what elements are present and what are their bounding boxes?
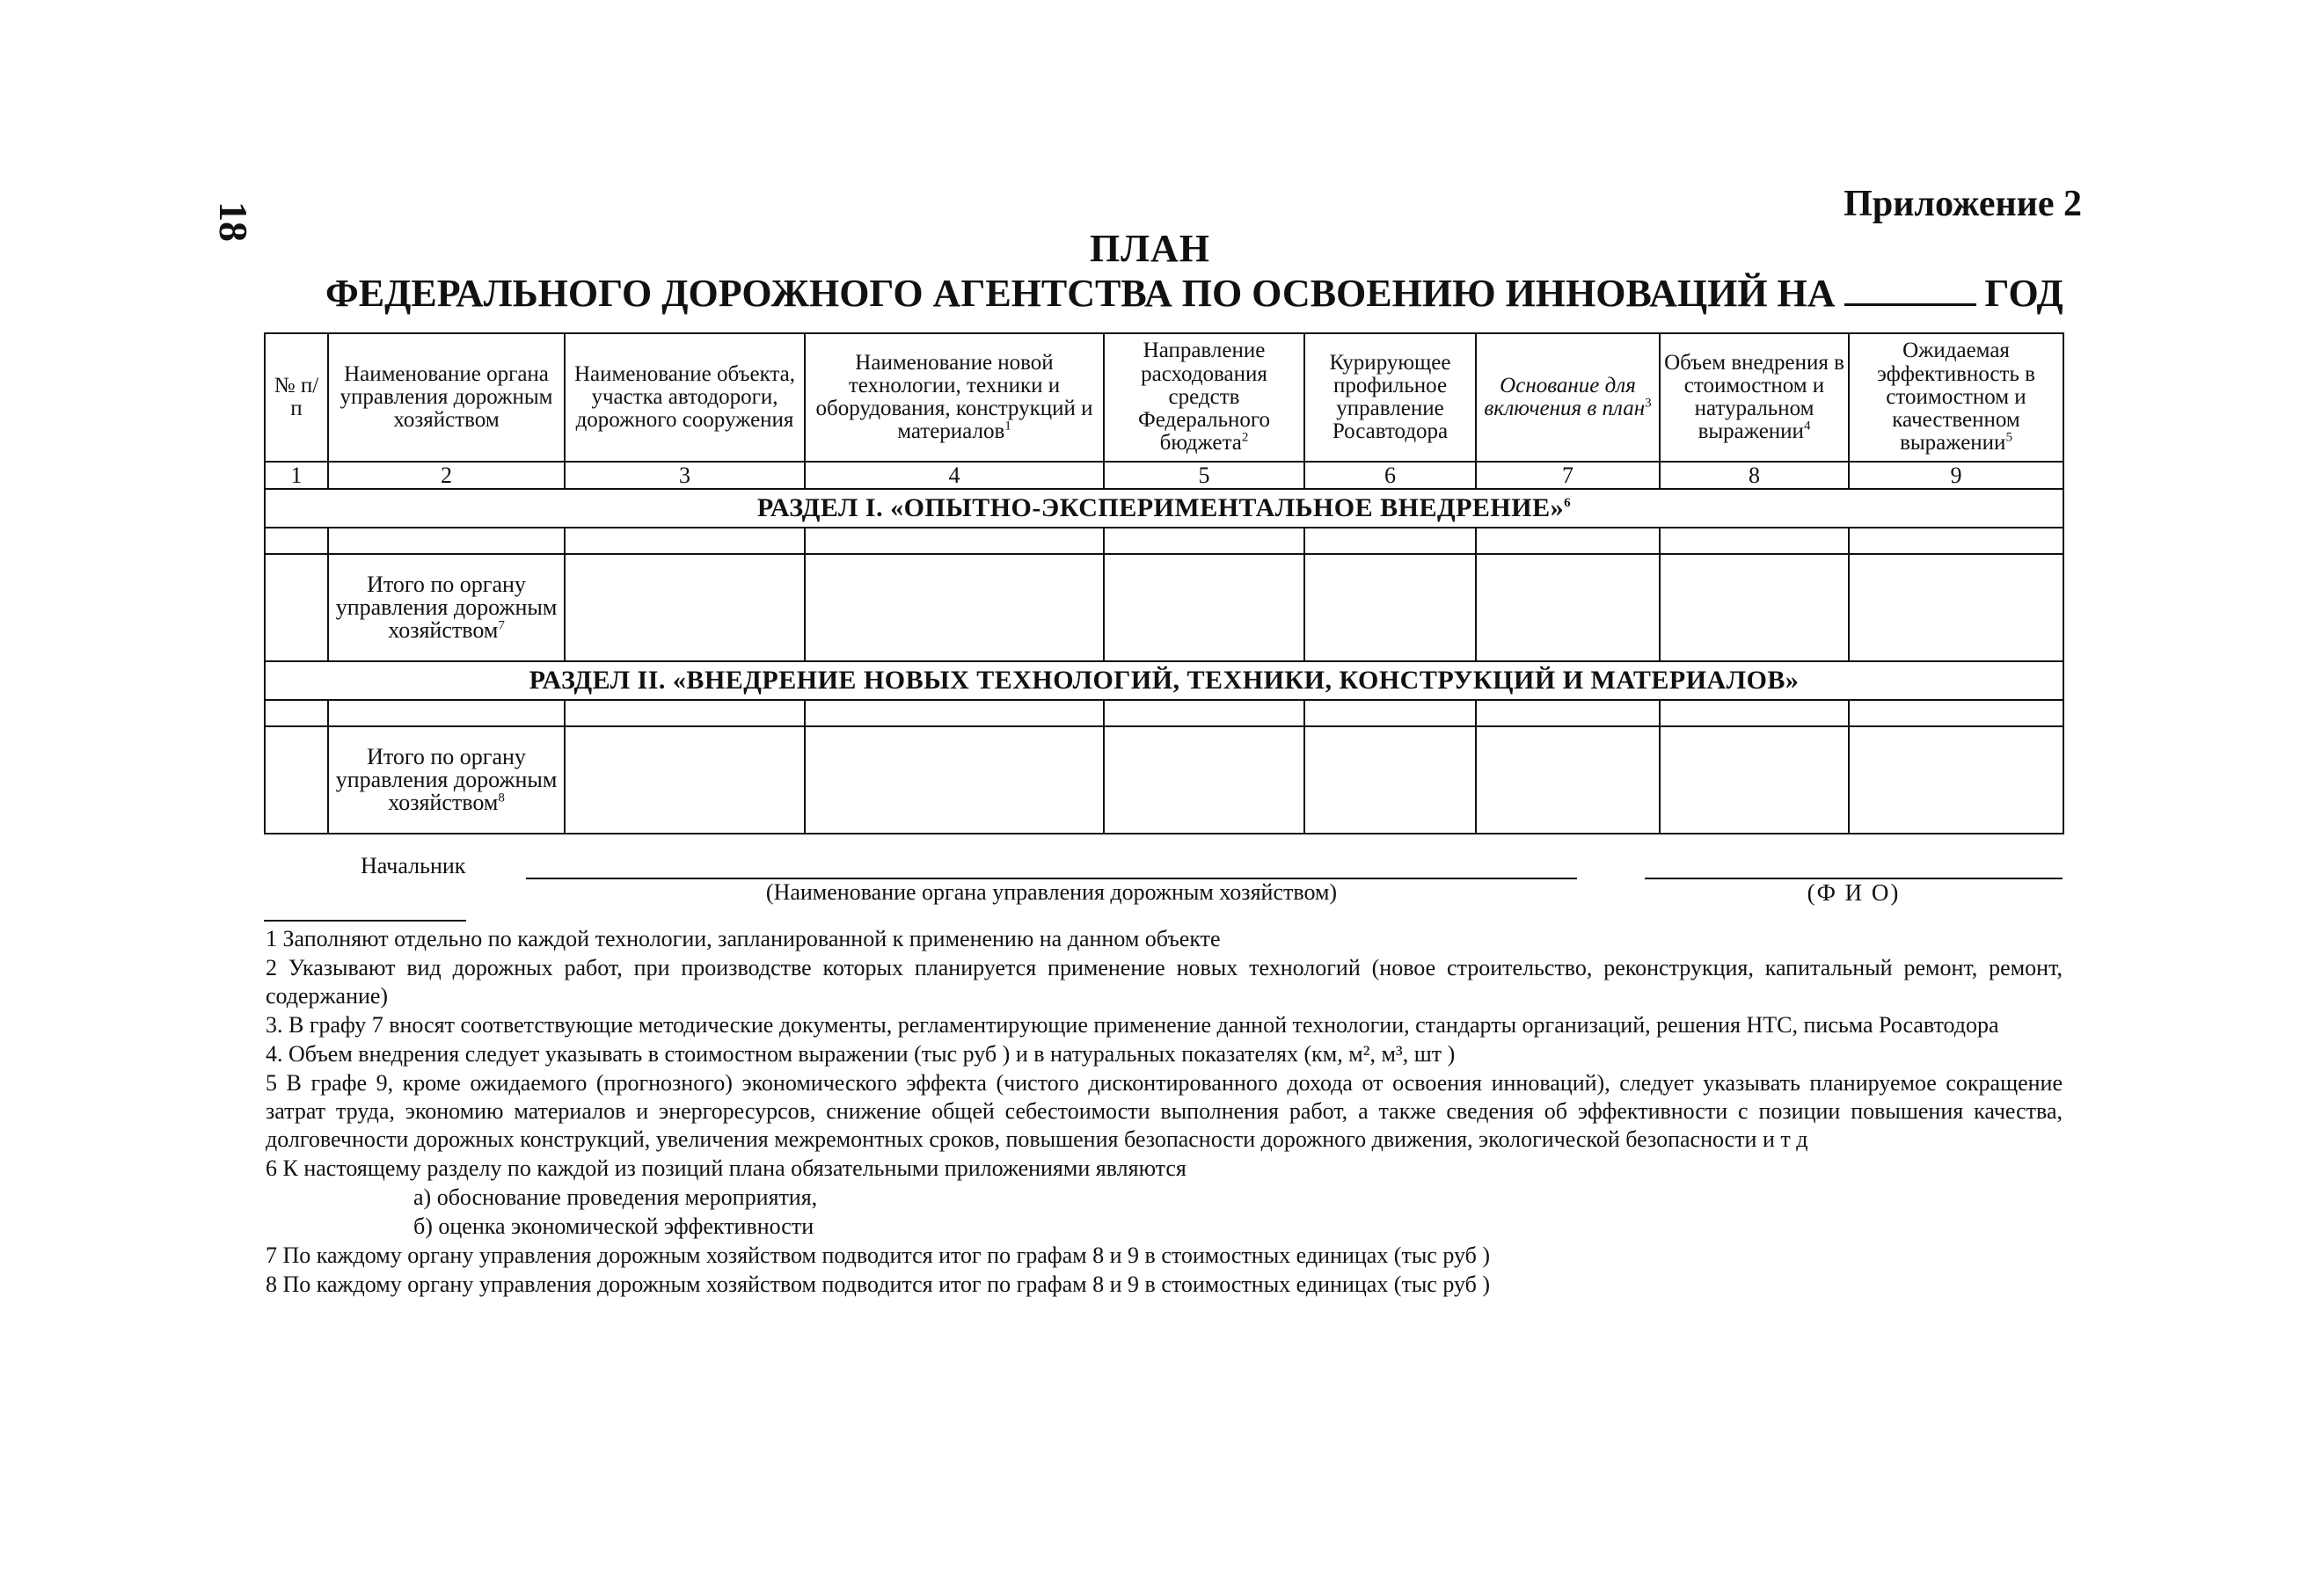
appendix-label: Приложение 2 bbox=[1844, 184, 2082, 224]
table-cell bbox=[1104, 554, 1304, 661]
table-cell bbox=[565, 554, 805, 661]
header-cell-9: Ожидаемая эффективность в стоимостном и качественном выражении$^5$ bbox=[1849, 333, 2063, 462]
column-number: 5 bbox=[1104, 462, 1304, 489]
footnote: 4. Объем внедрения следует указывать в стоимостном выражении (тыс руб ) и в натуральных показателях (км, м², м³, шт ) bbox=[266, 1041, 1456, 1067]
table-cell bbox=[1849, 528, 2063, 554]
header-cell-6: Курирующее профильное управление Росавтодора bbox=[1304, 333, 1476, 462]
table-cell bbox=[1104, 528, 1304, 554]
table-cell bbox=[1304, 528, 1476, 554]
header-cell-5: Направление расходования средств Федерального бюджета$^2$ bbox=[1104, 333, 1304, 462]
table-cell bbox=[1104, 700, 1304, 726]
table-cell bbox=[1660, 726, 1849, 834]
footnote-subitem: а) обоснование проведения мероприятия, bbox=[413, 1184, 818, 1210]
table-cell bbox=[805, 700, 1104, 726]
table-cell bbox=[565, 726, 805, 834]
page-number: 18 bbox=[211, 201, 256, 242]
table-cell bbox=[1660, 700, 1849, 726]
table-cell bbox=[1304, 554, 1476, 661]
table-cell bbox=[328, 700, 565, 726]
column-number: 8 bbox=[1660, 462, 1849, 489]
plan-table bbox=[264, 332, 2064, 834]
header-cell-3: Наименование объекта, участка автодороги, дорожного сооружения bbox=[565, 333, 805, 462]
footnote: 6 К настоящему разделу по каждой из позиций плана обязательными приложениями являются bbox=[266, 1155, 1187, 1181]
fio-caption: (Ф И О) bbox=[1807, 879, 1901, 906]
table-cell bbox=[1849, 554, 2063, 661]
column-number: 4 bbox=[805, 462, 1104, 489]
column-number-row bbox=[265, 462, 2063, 489]
total-label-1: Итого по органу управления дорожным хозяйством$^7$ bbox=[328, 554, 565, 661]
total-row-1 bbox=[265, 554, 2063, 661]
section-2-title: РАЗДЕЛ II. «ВНЕДРЕНИЕ НОВЫХ ТЕХНОЛОГИЙ, ТЕХНИКИ, КОНСТРУКЦИЙ И МАТЕРИАЛОВ» bbox=[265, 661, 2063, 700]
table-cell bbox=[1476, 554, 1660, 661]
table-cell bbox=[1660, 554, 1849, 661]
footnote: 7 По каждому органу управления дорожным хозяйством подводится итог по графам 8 и 9 в стоимостных единицах (тыс руб ) bbox=[266, 1243, 1491, 1268]
table-cell bbox=[1476, 726, 1660, 834]
table-cell bbox=[565, 528, 805, 554]
footnote: 5 В графе 9, кроме ожидаемого (прогнозного) экономического эффекта (чистого дисконтированного дохода от освоения инноваций), следует указывать планируемое сокращение затрат труда, экономию материалов и энергоресурсов, снижение общей себестоимости выполнения работ, а также сведения об эффективности с позиции повышения качества, долговечности дорожных конструкций, увеличения межремонтных сроков, повышения безопасности дорожного движения, экологической безопасности и т д bbox=[266, 1070, 2063, 1152]
table-cell bbox=[1849, 726, 2063, 834]
table-row bbox=[265, 528, 2063, 554]
table-cell bbox=[1304, 700, 1476, 726]
table-cell bbox=[1660, 528, 1849, 554]
total-label-2: Итого по органу управления дорожным хозяйством$^8$ bbox=[328, 726, 565, 834]
column-number: 1 bbox=[265, 462, 328, 489]
table-cell bbox=[805, 554, 1104, 661]
table-cell bbox=[1476, 700, 1660, 726]
footnote-subitem: б) оценка экономической эффективности bbox=[413, 1213, 814, 1239]
header-cell-1: № п/п bbox=[265, 333, 328, 462]
subtitle-year-word: ГОД bbox=[1984, 272, 2063, 315]
column-number: 2 bbox=[328, 462, 565, 489]
table-row bbox=[265, 700, 2063, 726]
year-blank bbox=[1844, 272, 1976, 306]
chief-label: Начальник bbox=[361, 853, 466, 878]
column-number: 3 bbox=[565, 462, 805, 489]
table-cell bbox=[265, 554, 328, 661]
table-cell bbox=[265, 700, 328, 726]
table-cell bbox=[805, 726, 1104, 834]
table-cell bbox=[265, 528, 328, 554]
table-cell bbox=[1104, 726, 1304, 834]
header-row bbox=[265, 333, 2063, 462]
table-cell bbox=[565, 700, 805, 726]
header-cell-7: Основание для включения в план$^3$ bbox=[1476, 333, 1660, 462]
table-cell bbox=[805, 528, 1104, 554]
column-number: 7 bbox=[1476, 462, 1660, 489]
total-row-2 bbox=[265, 726, 2063, 834]
column-number: 9 bbox=[1849, 462, 2063, 489]
subtitle-text: ФЕДЕРАЛЬНОГО ДОРОЖНОГО АГЕНТСТВА ПО ОСВОЕНИЮ ИННОВАЦИЙ НА bbox=[325, 272, 1836, 315]
table-cell bbox=[1849, 700, 2063, 726]
column-number: 6 bbox=[1304, 462, 1476, 489]
footnote: 2 Указывают вид дорожных работ, при производстве которых планируется применение новых технологий (новое строительство, реконструкция, капитальный ремонт, ремонт, содержание) bbox=[266, 955, 2063, 1009]
table-cell bbox=[1476, 528, 1660, 554]
header-cell-8: Объем внедрения в стоимостном и натуральном выражении$^4$ bbox=[1660, 333, 1849, 462]
table-cell bbox=[265, 726, 328, 834]
footnote: 3. В графу 7 вносят соответствующие методические документы, регламентирующие применение данной технологии, стандарты организаций, решения НТС, письма Росавтодора bbox=[266, 1012, 1999, 1038]
footnotes bbox=[266, 925, 2063, 1300]
header-cell-4: Наименование новой технологии, техники и оборудования, конструкций и материалов$^1$ bbox=[805, 333, 1104, 462]
footnote: 8 По каждому органу управления дорожным хозяйством подводится итог по графам 8 и 9 в стоимостных единицах (тыс руб ) bbox=[266, 1272, 1491, 1297]
section-1-title: РАЗДЕЛ I. «ОПЫТНО-ЭКСПЕРИМЕНТАЛЬНОЕ ВНЕДРЕНИЕ»$^6$ bbox=[265, 489, 2063, 528]
footnote: 1 Заполняют отдельно по каждой технологии, запланированной к применению на данном объекте bbox=[266, 926, 1221, 951]
section-2-row bbox=[265, 661, 2063, 700]
document-title: ПЛАН bbox=[1089, 227, 1210, 270]
footnote-divider bbox=[264, 920, 466, 922]
org-caption: (Наименование органа управления дорожным хозяйством) bbox=[765, 879, 1338, 905]
table-cell bbox=[328, 528, 565, 554]
document-subtitle bbox=[325, 271, 2063, 316]
table-cell bbox=[1304, 726, 1476, 834]
header-cell-2: Наименование органа управления дорожным хозяйством bbox=[328, 333, 565, 462]
section-1-row bbox=[265, 489, 2063, 528]
